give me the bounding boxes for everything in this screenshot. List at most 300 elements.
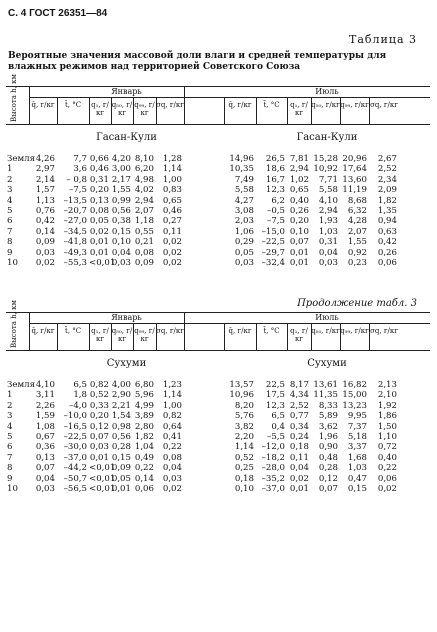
cell-value: 4,26: [35, 154, 55, 164]
height-value: 6: [7, 442, 13, 453]
table-row: [6, 227, 430, 237]
cell-value: 0,04: [318, 247, 338, 258]
height-value: 4: [7, 421, 13, 432]
station-name-july: Сухуми: [307, 358, 347, 369]
cell-value: 0,01: [89, 452, 109, 463]
cell-value: 0,82: [89, 380, 109, 390]
cell-value: 4,34: [289, 390, 309, 401]
cell-value: –4,0: [69, 400, 87, 411]
cell-value: 0,47: [347, 473, 367, 484]
table-row: [6, 164, 430, 174]
month-july: Июль: [315, 87, 339, 96]
cell-value: –10,0: [63, 411, 87, 422]
column-header: q₉₉, г/кг: [340, 101, 369, 109]
cell-value: –55,3: [63, 258, 87, 268]
cell-value: 0,02: [162, 247, 182, 258]
cell-value: 0,01: [89, 237, 109, 248]
cell-value: 0,56: [111, 206, 131, 216]
cell-value: 5,76: [234, 411, 254, 422]
cell-value: 0,06: [377, 473, 397, 484]
cell-value: 0,01: [111, 484, 131, 494]
column-header: q̄, г/кг: [228, 327, 252, 335]
cell-value: 0,03: [111, 258, 131, 268]
table-row: [6, 474, 430, 484]
cell-value: 0,03: [318, 258, 338, 268]
cell-value: 22,5: [265, 380, 285, 390]
height-value: 6: [7, 216, 13, 227]
cell-value: 1,23: [162, 380, 182, 390]
cell-value: 0,65: [289, 185, 309, 196]
cell-value: 0,01: [89, 247, 109, 258]
column-header: q₉₉, г/кг: [340, 327, 369, 335]
cell-value: 4,27: [234, 195, 254, 206]
height-value: 10: [7, 258, 18, 268]
cell-value: 15,00: [342, 390, 367, 401]
cell-value: 2,07: [347, 226, 367, 237]
cell-value: 0,10: [111, 237, 131, 248]
table-row: [6, 175, 430, 185]
table-row: [6, 390, 430, 400]
cell-value: 1,86: [377, 411, 397, 422]
cell-value: 5,58: [318, 185, 338, 196]
column-header: σq, г/кг: [370, 101, 398, 109]
station-name-january: Гасан-Кули: [96, 132, 157, 143]
cell-value: 0,33: [89, 400, 109, 411]
cell-value: 0,14: [134, 473, 154, 484]
cell-value: 7,37: [347, 421, 367, 432]
cell-value: 12,3: [265, 185, 285, 196]
column-header: q̄, г/кг: [31, 327, 55, 335]
cell-value: 2,03: [234, 216, 254, 227]
cell-value: –0,5: [267, 206, 285, 216]
cell-value: 0,03: [89, 442, 109, 453]
column-header: t̄, °C: [263, 101, 280, 109]
cell-value: 1,14: [162, 390, 182, 401]
cell-value: 2,52: [377, 164, 397, 175]
cell-value: 0,11: [162, 226, 182, 237]
cell-value: 1,54: [111, 411, 131, 422]
cell-value: 7,7: [73, 154, 87, 164]
cell-value: 0,05: [89, 216, 109, 227]
cell-value: –5,5: [267, 432, 285, 442]
cell-value: 4,98: [134, 174, 154, 185]
cell-value: 4,20: [111, 154, 131, 164]
table-label: Таблица 3: [349, 33, 417, 46]
column-header: q₁, г/кг: [290, 327, 308, 343]
cell-value: 7,49: [234, 174, 254, 185]
cell-value: 0,20: [89, 411, 109, 422]
cell-value: 0,28: [111, 442, 131, 453]
cell-value: 1,18: [134, 216, 154, 227]
table-row: [6, 206, 430, 216]
height-value: 9: [7, 247, 13, 258]
cell-value: 0,09: [111, 463, 131, 474]
table-row: [6, 380, 430, 390]
cell-value: 3,82: [234, 421, 254, 432]
cell-value: 4,02: [134, 185, 154, 196]
column-header: q₉₉, г/кг: [134, 101, 155, 117]
cell-value: 0,31: [89, 174, 109, 185]
cell-value: 1,68: [347, 452, 367, 463]
cell-value: 1,8: [73, 390, 87, 401]
cell-value: 2,17: [111, 174, 131, 185]
cell-value: 17,64: [342, 164, 367, 175]
cell-value: 2,94: [289, 164, 309, 175]
cell-value: 14,96: [229, 154, 254, 164]
cell-value: 2,14: [35, 174, 55, 185]
height-value: 5: [7, 432, 13, 442]
cell-value: –56,5: [63, 484, 87, 494]
column-header: t̄, °C: [64, 327, 82, 335]
table-january-july-1: [6, 74, 430, 276]
cell-value: 1,35: [377, 206, 397, 216]
cell-value: 0,26: [377, 247, 397, 258]
cell-value: 0,22: [162, 442, 182, 453]
cell-value: 1,50: [377, 421, 397, 432]
table-row: [6, 432, 430, 442]
cell-value: 1,96: [318, 432, 338, 442]
cell-value: 1,10: [377, 432, 397, 442]
cell-value: 0,03: [234, 258, 254, 268]
rule-header-bottom: [6, 124, 430, 125]
cell-value: 0,38: [111, 216, 131, 227]
cell-value: 8,10: [134, 154, 154, 164]
cell-value: 0,42: [377, 237, 397, 248]
cell-value: 0,03: [35, 484, 55, 494]
cell-value: 0,67: [35, 432, 55, 442]
cell-value: 13,57: [229, 380, 254, 390]
column-header: q₉₉, г/кг: [134, 327, 155, 343]
table-row: [6, 484, 430, 494]
cell-value: 1,55: [347, 237, 367, 248]
height-value: 1: [7, 390, 13, 401]
cell-value: –37,0: [261, 484, 285, 494]
cell-value: 1,93: [318, 216, 338, 227]
cell-value: 0,13: [89, 195, 109, 206]
column-header: t̄, °C: [263, 327, 280, 335]
height-value: 10: [7, 484, 18, 494]
cell-value: 4,10: [318, 195, 338, 206]
cell-value: 5,58: [234, 185, 254, 196]
cell-value: 0,34: [289, 421, 309, 432]
cell-value: 0,64: [162, 421, 182, 432]
cell-value: –34,5: [63, 226, 87, 237]
cell-value: <0,01: [89, 258, 116, 268]
cell-value: –15,0: [261, 226, 285, 237]
cell-value: 0,72: [377, 442, 397, 453]
cell-value: –27,0: [63, 216, 87, 227]
cell-value: 0,56: [111, 432, 131, 442]
cell-value: 18,6: [265, 164, 285, 175]
cell-value: 1,02: [289, 174, 309, 185]
table-title: Вероятные значения массовой доли влаги и средней температуры для влажных режимов над территорией Советского Союза: [8, 51, 387, 72]
cell-value: 0,55: [134, 226, 154, 237]
cell-value: –29,7: [261, 247, 285, 258]
height-value: 8: [7, 463, 13, 474]
cell-value: 0,28: [318, 463, 338, 474]
cell-value: 1,57: [35, 185, 55, 196]
cell-value: 2,94: [318, 206, 338, 216]
cell-value: 0,06: [377, 258, 397, 268]
cell-value: 0,66: [89, 154, 109, 164]
cell-value: 10,96: [229, 390, 254, 401]
cell-value: 2,52: [289, 400, 309, 411]
table-row: [6, 258, 430, 268]
column-header: q̄, г/кг: [228, 101, 252, 109]
cell-value: 0,41: [162, 432, 182, 442]
table-row: [6, 453, 430, 463]
cell-value: 1,14: [162, 164, 182, 175]
cell-value: 10,35: [229, 164, 254, 175]
cell-value: 1,82: [134, 432, 154, 442]
height-value: 7: [7, 452, 13, 463]
cell-value: 0,20: [289, 216, 309, 227]
cell-value: 2,26: [35, 400, 55, 411]
cell-value: 2,94: [134, 195, 154, 206]
cell-value: –22,5: [261, 237, 285, 248]
cell-value: 0,02: [289, 473, 309, 484]
column-header: q₁, г/кг: [290, 101, 308, 117]
cell-value: 3,62: [318, 421, 338, 432]
cell-value: 2,20: [234, 432, 254, 442]
cell-value: 4,10: [35, 380, 55, 390]
cell-value: 0,94: [377, 216, 397, 227]
month-january: Январь: [111, 87, 142, 96]
cell-value: –30,0: [63, 442, 87, 453]
cell-value: 0,01: [289, 258, 309, 268]
column-header: q₅₀, г/кг: [111, 101, 133, 117]
station-name-january: Сухуми: [106, 358, 147, 369]
cell-value: 6,32: [347, 206, 367, 216]
cell-value: 1,92: [377, 400, 397, 411]
cell-value: –35,2: [261, 473, 285, 484]
height-value: 2: [7, 174, 13, 185]
cell-value: 16,82: [342, 380, 367, 390]
cell-value: 0,07: [289, 237, 309, 248]
cell-value: 2,09: [377, 185, 397, 196]
cell-value: 0,03: [35, 247, 55, 258]
station-name-july: Гасан-Кули: [296, 132, 358, 143]
cell-value: 0,15: [111, 226, 131, 237]
cell-value: –37,0: [63, 452, 87, 463]
table-row: [6, 237, 430, 247]
cell-value: 0,01: [289, 484, 309, 494]
cell-value: 9,95: [347, 411, 367, 422]
cell-value: 6,80: [134, 380, 154, 390]
height-value: 3: [7, 411, 13, 422]
cell-value: 0,31: [318, 237, 338, 248]
cell-value: 1,03: [347, 463, 367, 474]
height-column-label: Высота h, км: [10, 300, 18, 348]
cell-value: 0,18: [234, 473, 254, 484]
cell-value: 0,07: [35, 463, 55, 474]
cell-value: 16,7: [265, 174, 285, 185]
cell-value: 13,61: [313, 380, 338, 390]
height-value: 7: [7, 226, 13, 237]
cell-value: 0,52: [234, 452, 254, 463]
cell-value: 0,04: [111, 247, 131, 258]
cell-value: 0,65: [162, 195, 182, 206]
cell-value: 0,12: [318, 473, 338, 484]
cell-value: 0,77: [289, 411, 309, 422]
cell-value: 0,22: [377, 463, 397, 474]
cell-value: 3,08: [234, 206, 254, 216]
cell-value: –32,4: [261, 258, 285, 268]
cell-value: 0,49: [134, 452, 154, 463]
cell-value: 0,08: [89, 206, 109, 216]
cell-value: 20,96: [342, 154, 367, 164]
cell-value: 3,6: [73, 164, 87, 175]
column-header: σq, г/кг: [370, 327, 398, 335]
cell-value: 1,28: [162, 154, 182, 164]
cell-value: 1,13: [35, 195, 55, 206]
column-header: q₁, г/кг: [91, 327, 109, 343]
height-value: Земля: [7, 154, 36, 164]
cell-value: 26,5: [265, 154, 285, 164]
height-value: 8: [7, 237, 13, 248]
cell-value: 1,04: [134, 442, 154, 453]
cell-value: –7,5: [69, 185, 87, 196]
table-row: [6, 154, 430, 164]
cell-value: 0,06: [134, 484, 154, 494]
cell-value: 0,4: [271, 421, 285, 432]
cell-value: 0,23: [347, 258, 367, 268]
table-row: [6, 196, 430, 206]
cell-value: 0,01: [289, 247, 309, 258]
cell-value: 0,10: [234, 484, 254, 494]
cell-value: 0,83: [162, 185, 182, 196]
cell-value: 0,20: [89, 185, 109, 196]
cell-value: 0,22: [134, 463, 154, 474]
cell-value: 0,40: [377, 452, 397, 463]
cell-value: –12,0: [261, 442, 285, 453]
cell-value: 0,09: [35, 237, 55, 248]
cell-value: 6,2: [271, 195, 285, 206]
height-value: 2: [7, 400, 13, 411]
cell-value: 10,92: [313, 164, 338, 175]
cell-value: 0,11: [289, 452, 309, 463]
cell-value: 0,15: [347, 484, 367, 494]
cell-value: 0,24: [289, 432, 309, 442]
cell-value: 13,23: [342, 400, 367, 411]
cell-value: 4,99: [134, 400, 154, 411]
cell-value: 1,82: [377, 195, 397, 206]
cell-value: –41,8: [63, 237, 87, 248]
cell-value: –20,7: [63, 206, 87, 216]
cell-value: 0,03: [162, 473, 182, 484]
cell-value: 0,76: [35, 206, 55, 216]
column-header: q₁, г/кг: [91, 101, 109, 117]
cell-value: 15,28: [313, 154, 338, 164]
cell-value: 0,08: [162, 452, 182, 463]
cell-value: 0,40: [289, 195, 309, 206]
cell-value: 3,11: [35, 390, 55, 401]
cell-value: 0,52: [89, 390, 109, 401]
cell-value: –28,0: [261, 463, 285, 474]
cell-value: 0,05: [111, 473, 131, 484]
cell-value: 7,81: [289, 154, 309, 164]
cell-value: –44,2: [63, 463, 87, 474]
cell-value: 1,00: [162, 400, 182, 411]
table-row: [6, 216, 430, 226]
table-row: [6, 185, 430, 195]
cell-value: 0,13: [35, 452, 55, 463]
cell-value: 2,10: [377, 390, 397, 401]
cell-value: 0,99: [111, 195, 131, 206]
column-header: q₅₀, г/кг: [311, 101, 340, 109]
cell-value: 0,18: [289, 442, 309, 453]
height-value: 5: [7, 206, 13, 216]
cell-value: –7,5: [267, 216, 285, 227]
cell-value: 0,02: [162, 484, 182, 494]
cell-value: 1,14: [234, 442, 254, 453]
height-value: 4: [7, 195, 13, 206]
column-header: q₅₀, г/кг: [311, 327, 340, 335]
cell-value: 1,06: [234, 226, 254, 237]
cell-value: 2,90: [111, 390, 131, 401]
cell-value: <0,01: [89, 463, 116, 474]
cell-value: –49,3: [63, 247, 87, 258]
cell-value: 2,13: [377, 380, 397, 390]
cell-value: 1,08: [35, 421, 55, 432]
cell-value: 3,37: [347, 442, 367, 453]
cell-value: 1,03: [318, 226, 338, 237]
cell-value: 0,46: [89, 164, 109, 175]
cell-value: 0,08: [134, 247, 154, 258]
column-header: q₅₀, г/кг: [111, 327, 133, 343]
cell-value: 3,00: [111, 164, 131, 175]
cell-value: 0,07: [318, 484, 338, 494]
cell-value: 0,05: [234, 247, 254, 258]
height-value: 1: [7, 164, 13, 175]
cell-value: 8,17: [289, 380, 309, 390]
cell-value: 0,29: [234, 237, 254, 248]
month-january: Январь: [111, 313, 142, 322]
cell-value: 0,09: [134, 258, 154, 268]
cell-value: 0,12: [89, 421, 109, 432]
table-row: [6, 463, 430, 473]
cell-value: 4,28: [347, 216, 367, 227]
cell-value: 2,67: [377, 154, 397, 164]
cell-value: 2,97: [35, 164, 55, 175]
cell-value: 0,90: [318, 442, 338, 453]
continuation-label: Продолжение табл. 3: [297, 298, 417, 309]
height-value: 9: [7, 473, 13, 484]
cell-value: – 0,8: [66, 174, 87, 185]
page-header: С. 4 ГОСТ 26351—84: [8, 8, 108, 19]
cell-value: –16,5: [63, 421, 87, 432]
cell-value: 0,14: [35, 226, 55, 237]
table-row: [6, 401, 430, 411]
cell-value: 0,92: [347, 247, 367, 258]
cell-value: 5,89: [318, 411, 338, 422]
column-header: σq, г/кг: [156, 101, 184, 109]
cell-value: 0,63: [377, 226, 397, 237]
cell-value: –18,2: [261, 452, 285, 463]
cell-value: 1,59: [35, 411, 55, 422]
cell-value: 0,36: [35, 442, 55, 453]
height-value: Земля: [7, 380, 36, 390]
column-header: q̄, г/кг: [31, 101, 55, 109]
cell-value: –50,7: [63, 473, 87, 484]
cell-value: –13,5: [63, 195, 87, 206]
cell-value: 2,80: [134, 421, 154, 432]
cell-value: 0,48: [318, 452, 338, 463]
cell-value: 0,02: [89, 226, 109, 237]
table-row: [6, 248, 430, 258]
cell-value: 0,02: [377, 484, 397, 494]
cell-value: 0,04: [289, 463, 309, 474]
